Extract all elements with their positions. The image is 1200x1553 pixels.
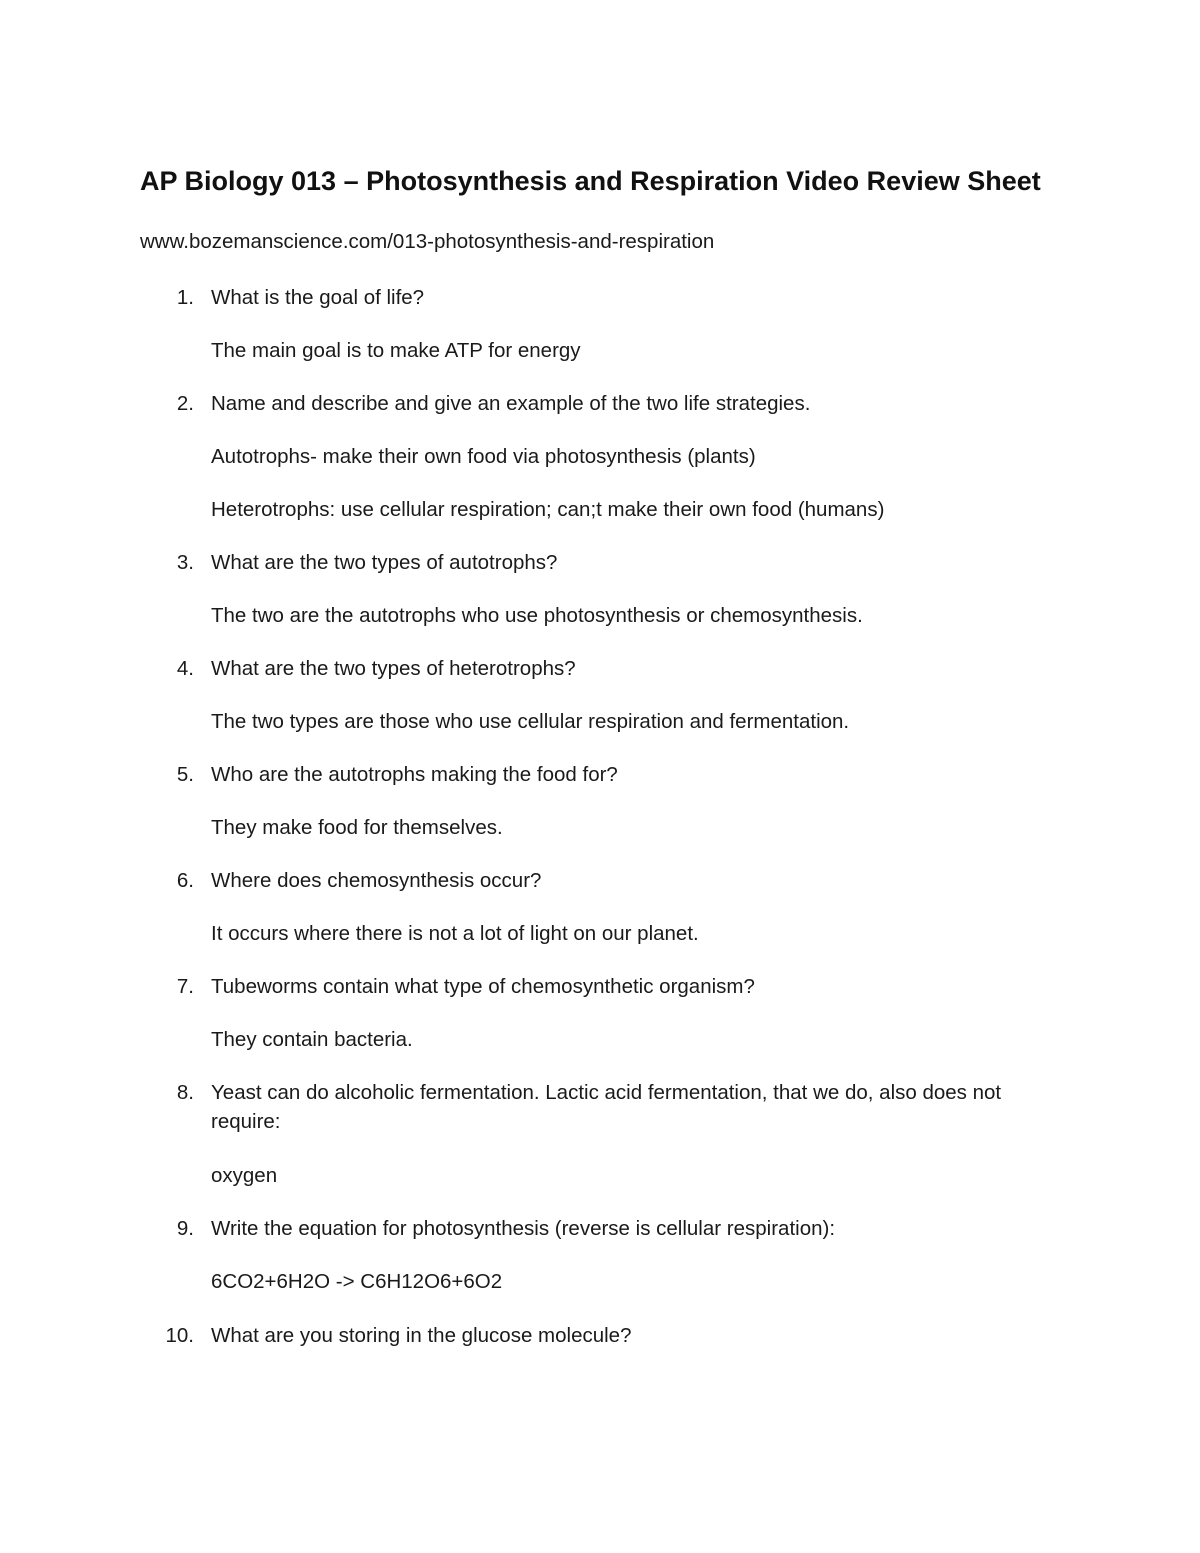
question-text: What are the two types of autotrophs? <box>211 551 558 574</box>
answer-text: Autotrophs- make their own food via photosynthesis (plants) <box>211 445 756 468</box>
question-text: Who are the autotrophs making the food for? <box>211 763 618 786</box>
question-number: 3. <box>176 551 194 574</box>
question-number: 10. <box>165 1324 194 1347</box>
source-url: www.bozemanscience.com/013-photosynthesis-and-respiration <box>140 230 715 253</box>
question-text: Name and describe and give an example of the two life strategies. <box>211 392 811 415</box>
answer-text: oxygen <box>211 1164 278 1187</box>
question-text: Yeast can do alcoholic fermentation. Lactic acid fermentation, that we do, also does not require: <box>211 1081 1002 1133</box>
question-number: 7. <box>176 975 194 998</box>
question-number: 4. <box>176 657 194 680</box>
answer-text: The two are the autotrophs who use photosynthesis or chemosynthesis. <box>211 604 863 627</box>
question-number: 8. <box>176 1081 194 1104</box>
question-text: What is the goal of life? <box>211 286 425 309</box>
question-text: What are the two types of heterotrophs? <box>211 657 576 680</box>
question-text: Tubeworms contain what type of chemosynthetic organism? <box>211 975 755 998</box>
answer-text: Heterotrophs: use cellular respiration; can;t make their own food (humans) <box>211 498 885 521</box>
question-text: Write the equation for photosynthesis (reverse is cellular respiration): <box>211 1217 836 1240</box>
question-text: What are you storing in the glucose molecule? <box>211 1324 632 1347</box>
question-number: 6. <box>176 869 194 892</box>
answer-text: It occurs where there is not a lot of light on our planet. <box>211 922 699 945</box>
equation-text: 6CO2+6H2O -> C6H12O6+6O2 <box>211 1270 503 1293</box>
answer-text: They make food for themselves. <box>211 816 503 839</box>
answer-text: They contain bacteria. <box>211 1028 413 1051</box>
question-number: 2. <box>176 392 194 415</box>
question-number: 5. <box>176 763 194 786</box>
document-title: AP Biology 013 – Photosynthesis and Respiration Video Review Sheet <box>140 166 1041 196</box>
question-number: 1. <box>176 286 194 309</box>
question-text: Where does chemosynthesis occur? <box>211 869 542 892</box>
question-number: 9. <box>176 1217 194 1240</box>
answer-text: The two types are those who use cellular respiration and fermentation. <box>211 710 850 733</box>
answer-text: The main goal is to make ATP for energy <box>211 339 581 362</box>
